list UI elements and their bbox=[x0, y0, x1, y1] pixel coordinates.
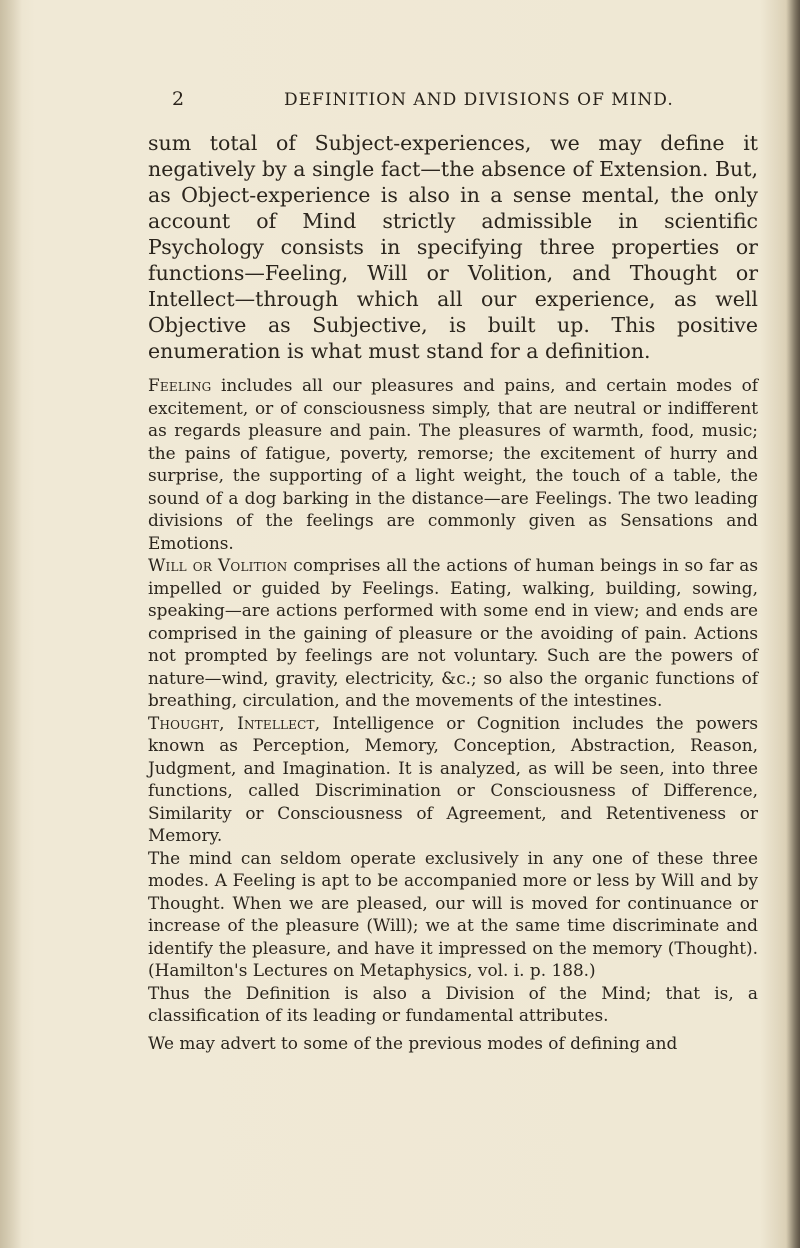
feeling-term: Feeling bbox=[148, 375, 212, 395]
running-head: DEFINITION AND DIVISIONS OF MIND. bbox=[284, 90, 674, 110]
modes-paragraph: The mind can seldom operate exclusively in any one of these three modes. A Feeling is apt to be accompanied more or less by Will and by Thought. When we are pleased, our will is moved for continuance or increase of the pleasure (Will); we at the same time discriminate and identify the pleasure, and have it impressed on the memory (Thought). (Hamilton's Lectures on Metaphysics, vol. i. p. 188.) bbox=[148, 847, 758, 980]
thought-term: Thought, Intellect, bbox=[148, 712, 321, 733]
page-header bbox=[172, 88, 732, 114]
intro-paragraph: sum total of Subject-experiences, we may define it negatively by a single fact—the absence of Extension. But, as Object-experience is also in a sense mental, the only account of Mind strictly admissible in scientific Psychology consists in specifying three properties or functions—Feeling, Will or Volition, and Thought or Intellect—through which all our experience, as well Objective as Subjective, is built up. This positive enumeration is what must stand for a definition. bbox=[148, 131, 758, 363]
thought-description: Intelligence or Cognition includes the powers known as Perception, Memory, Conception, Abstraction, Reason, Judgment, and Imagination. It is analyzed, as will be seen, into three functions, called Discrimination or Consciousness of Difference, Similarity or Consciousness of Agreement, and Retentiveness or Memory. bbox=[148, 712, 758, 845]
will-description: comprises all the actions of human beings in so far as impelled or guided by Feelings. Eating, walking, building, sowing, speaking—are actions performed with some end in view; and ends are comprised in the gaining of pleasure or the avoiding of pain. Actions not prompted by feelings are not voluntary. Such are the powers of nature—wind, gravity, electricity, &c.; so also the organic functions of breathing, circulation, and the movements of the intestines. bbox=[148, 555, 758, 710]
will-paragraph bbox=[148, 554, 758, 712]
thought-paragraph bbox=[148, 712, 758, 847]
closing-line: We may advert to some of the previous modes of defining and bbox=[148, 1032, 678, 1053]
left-page-shadow bbox=[0, 0, 22, 1248]
right-page-shadow bbox=[786, 0, 800, 1248]
page-content bbox=[148, 130, 758, 1054]
feeling-description: includes all our pleasures and pains, and certain modes of excitement, or of consciousness simply, that are neutral or indifferent as regards pleasure and pain. The pleasures of warmth, food, music; the pains of fatigue, poverty, remorse; the excitement of hurry and surprise, the supporting of a light weight, the touch of a table, the sound of a dog barking in the distance—are Feelings. The two leading divisions of the feelings are commonly given as Sensations and Emotions. bbox=[148, 375, 758, 553]
feeling-paragraph bbox=[148, 374, 758, 554]
page-number: 2 bbox=[172, 88, 186, 110]
will-term: Will or Volition bbox=[148, 555, 288, 575]
definition-paragraph: Thus the Definition is also a Division of the Mind; that is, a classification of its leading or fundamental attributes. bbox=[148, 982, 758, 1025]
